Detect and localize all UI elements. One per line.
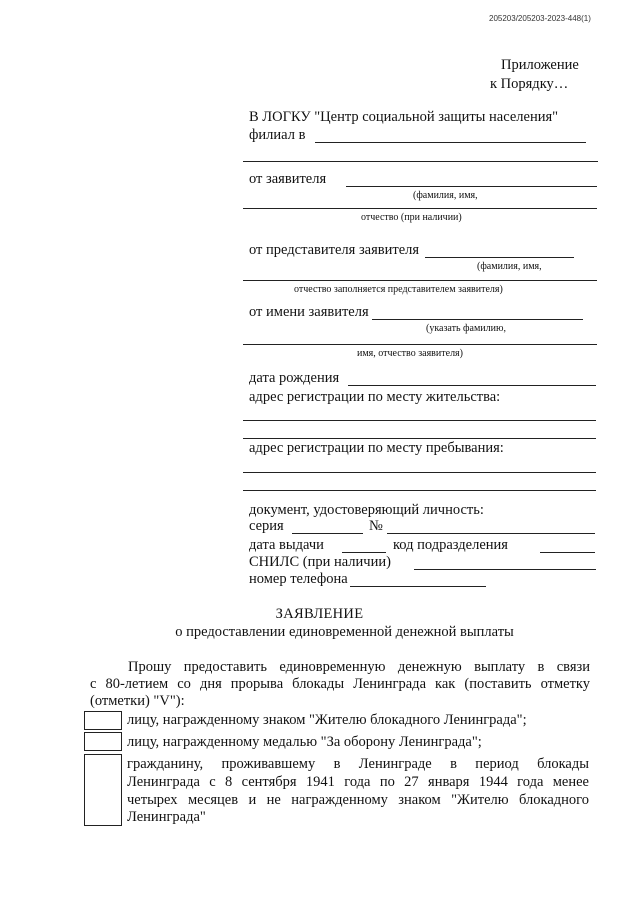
snils-field[interactable] (414, 569, 596, 570)
from-representative-label: от представителя заявителя (249, 242, 420, 258)
on-behalf-field[interactable] (372, 319, 583, 320)
division-code-label: код подразделения (393, 537, 508, 553)
series-label: серия (249, 518, 284, 534)
hint-behalf-1: (указать фамилию, (426, 323, 506, 334)
option-1-checkbox[interactable] (84, 711, 122, 730)
option-3-checkbox[interactable] (84, 754, 122, 826)
option-2-label: лицу, награжденному медалью "За оборону Ленинграда"; (127, 734, 482, 750)
number-label: № (369, 518, 383, 534)
applicant-field[interactable] (346, 186, 597, 187)
option-2-checkbox[interactable] (84, 732, 122, 751)
document-code: 205203/205203-2023-448(1) (489, 14, 591, 23)
reg-residence-label: адрес регистрации по месту жительства: (249, 389, 501, 405)
phone-label: номер телефона (249, 571, 348, 587)
branch-label: филиал в (249, 127, 306, 143)
on-behalf-field-2[interactable] (243, 344, 597, 345)
reg-stay-label: адрес регистрации по месту пребывания: (249, 440, 504, 456)
reg-stay-field-1[interactable] (243, 472, 596, 473)
issue-date-field[interactable] (342, 552, 386, 553)
option-1-label: лицу, награжденному знаком "Жителю блокадного Ленинграда"; (127, 712, 527, 728)
reg-residence-field-1[interactable] (243, 420, 596, 421)
division-code-field[interactable] (540, 552, 595, 553)
appendix-line-2: к Порядку… (490, 76, 569, 92)
body-line-3: (отметки) "V"): (90, 693, 185, 709)
branch-field[interactable] (315, 142, 586, 143)
addressee: В ЛОГКУ "Центр социальной защиты населения" (249, 109, 559, 125)
birth-date-label: дата рождения (249, 370, 340, 386)
hint-rep-2: отчество заполняется представителем заявителя) (294, 284, 503, 295)
appendix-line-1: Приложение (501, 57, 579, 73)
document-title: ЗАЯВЛЕНИЕ (275, 606, 364, 622)
birth-date-field[interactable] (348, 385, 596, 386)
hint-fio-2: отчество (при наличии) (361, 212, 462, 223)
option-3-line-4: Ленинграда" (127, 809, 206, 825)
applicant-field-2[interactable] (243, 208, 597, 209)
phone-field[interactable] (350, 586, 486, 587)
series-field[interactable] (292, 533, 363, 534)
hint-rep-1: (фамилия, имя, (477, 261, 542, 272)
reg-residence-field-2[interactable] (243, 438, 596, 439)
representative-field-2[interactable] (243, 280, 597, 281)
hint-behalf-2: имя, отчество заявителя) (357, 348, 463, 359)
option-3-line-1: гражданину, проживавшему в Ленинграде в период блокады (127, 756, 589, 772)
hint-fio-1: (фамилия, имя, (413, 190, 478, 201)
id-document-label: документ, удостоверяющий личность: (249, 502, 484, 518)
branch-field-2[interactable] (243, 161, 598, 162)
on-behalf-label: от имени заявителя (249, 304, 369, 320)
from-applicant-label: от заявителя (249, 171, 327, 187)
issue-date-label: дата выдачи (249, 537, 324, 553)
representative-field[interactable] (425, 257, 574, 258)
option-3-line-3: четырех месяцев и не награжденному знаком "Жителю блокадного (127, 792, 589, 808)
body-line-1: Прошу предоставить единовременную денежную выплату в связи (128, 659, 590, 675)
snils-label: СНИЛС (при наличии) (249, 554, 391, 570)
number-field[interactable] (387, 533, 595, 534)
document-subtitle: о предоставлении единовременной денежной выплаты (175, 624, 514, 640)
option-3-line-2: Ленинграда с 8 сентября 1941 года по 27 января 1944 года менее (127, 774, 589, 790)
reg-stay-field-2[interactable] (243, 490, 596, 491)
body-line-2: с 80-летием со дня прорыва блокады Ленинграда как (поставить отметку (90, 676, 590, 692)
